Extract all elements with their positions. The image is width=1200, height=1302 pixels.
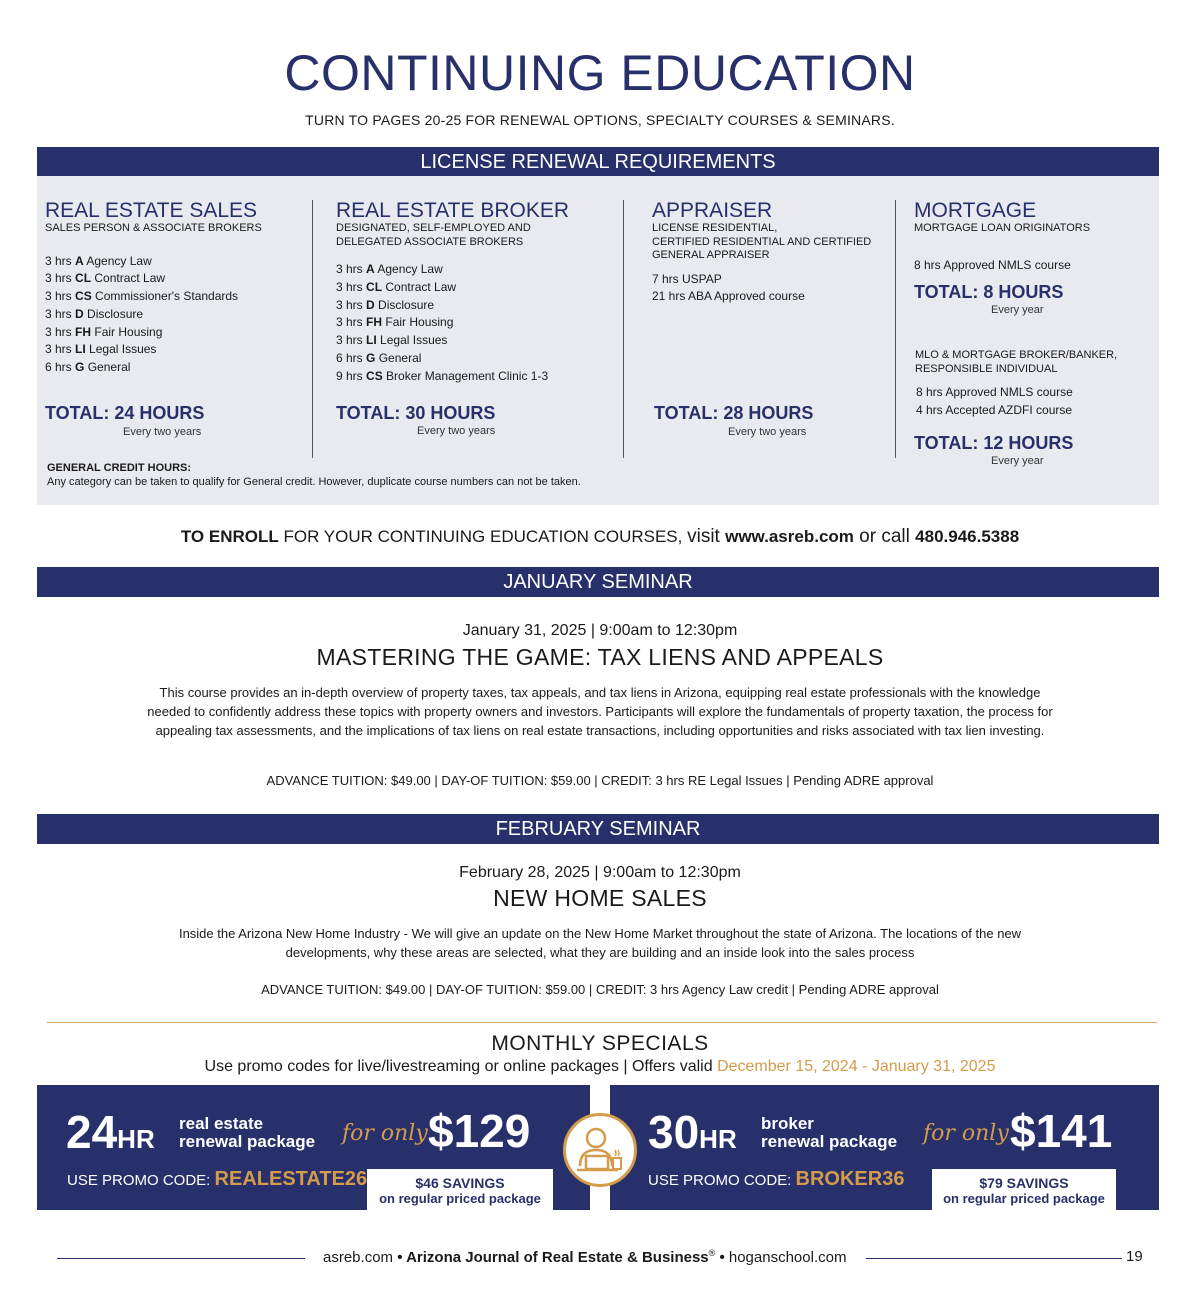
list-item: 6 hrs G General <box>45 360 131 375</box>
enroll-line: TO ENROLL FOR YOUR CONTINUING EDUCATION COURSES, visit www.asreb.com or call 480.946.5388 <box>180 526 1020 547</box>
broker-course-list <box>336 261 616 386</box>
mortgage-frequency-2: Every year <box>991 455 1044 467</box>
january-title: MASTERING THE GAME: TAX LIENS AND APPEALS <box>316 644 884 670</box>
savings-badge: $79 SAVINGS on regular priced package <box>932 1169 1116 1211</box>
specials-subtitle: Use promo codes for live/livestreaming or online packages | Offers valid December 15, 2024 - January 31, 2025 <box>204 1058 996 1075</box>
broker-subtitle-2: DELEGATED ASSOCIATE BROKERS <box>336 235 524 248</box>
list-item: 3 hrs CL Contract Law <box>45 271 166 286</box>
footer-hogan-link[interactable]: hoganschool.com <box>728 1249 847 1266</box>
column-divider <box>623 200 624 458</box>
list-item: 8 hrs Approved NMLS course <box>916 385 1073 399</box>
footer-rule <box>57 1258 305 1259</box>
sales-frequency: Every two years <box>123 426 202 438</box>
footer-rule <box>866 1258 1122 1259</box>
mortgage-subtitle-2: MLO & MORTGAGE BROKER/BANKER, RESPONSIBLE INDIVIDUAL <box>915 349 1118 375</box>
list-item: 3 hrs FH Fair Housing <box>336 315 454 330</box>
mortgage-course-list <box>916 383 1073 419</box>
for-only-label: for only <box>342 1121 428 1146</box>
page-title: CONTINUING EDUCATION <box>284 45 916 101</box>
broker-frequency: Every two years <box>417 425 496 437</box>
savings-badge: $46 SAVINGS on regular priced package <box>367 1169 553 1211</box>
column-divider <box>895 200 896 458</box>
january-date: January 31, 2025 | 9:00am to 12:30pm <box>462 622 738 639</box>
february-description: Inside the Arizona New Home Industry - We will give an update on the New Home Market throughout the state of Arizona. The locations of the new developments, why these areas are selected, what they are building and an inside look into the sales process <box>178 926 1022 960</box>
sales-subtitle: SALES PERSON & ASSOCIATE BROKERS <box>45 222 262 234</box>
broker-subtitle-1: DESIGNATED, SELF-EMPLOYED AND <box>336 222 531 234</box>
footer-journal: Arizona Journal of Real Estate & Business <box>406 1249 709 1266</box>
sales-total: TOTAL: 24 HOURS <box>45 403 205 423</box>
list-item: 21 hrs ABA Approved course <box>652 289 805 304</box>
for-only-label: for only <box>923 1121 1009 1146</box>
list-item: 4 hrs Accepted AZDFI course <box>916 403 1073 417</box>
specials-title: MONTHLY SPECIALS <box>491 1032 709 1055</box>
february-date: February 28, 2025 | 9:00am to 12:30pm <box>459 864 741 881</box>
appraiser-column <box>652 200 892 306</box>
list-item: 3 hrs D Disclosure <box>45 306 144 321</box>
list-item: 7 hrs USPAP <box>652 271 722 286</box>
appraiser-title: APPRAISER <box>652 199 773 222</box>
appraiser-subtitle-2: CERTIFIED RESIDENTIAL AND CERTIFIED <box>652 235 872 248</box>
sales-course-list <box>45 253 307 378</box>
appraiser-total: TOTAL: 28 HOURS <box>654 403 814 423</box>
general-credit-note: GENERAL CREDIT HOURS: Any category can be taken to qualify for General credit. However, duplicate course numbers can not be taken. <box>47 462 581 488</box>
mortgage-title: MORTGAGE <box>914 199 1037 222</box>
list-item: 3 hrs D Disclosure <box>336 297 435 312</box>
list-item: 3 hrs CS Commissioner's Standards <box>45 289 239 304</box>
list-item: 6 hrs G General <box>336 350 422 365</box>
list-item: 3 hrs FH Fair Housing <box>45 324 163 339</box>
enroll-phone[interactable]: 480.946.5388 <box>915 527 1020 546</box>
real-estate-package-card[interactable] <box>37 1085 590 1210</box>
column-divider <box>312 200 313 458</box>
february-tuition: ADVANCE TUITION: $49.00 | DAY-OF TUITION: $59.00 | CREDIT: 3 hrs Agency Law credit | Pending ADRE approval <box>261 982 939 997</box>
page-number: 19 <box>1126 1248 1143 1265</box>
mortgage-course-1: 8 hrs Approved NMLS course <box>914 258 1071 272</box>
broker-package-card[interactable] <box>610 1085 1159 1210</box>
list-item: 3 hrs CL Contract Law <box>336 279 457 294</box>
sales-title: REAL ESTATE SALES <box>45 199 258 222</box>
broker-total: TOTAL: 30 HOURS <box>336 403 496 423</box>
january-description: This course provides an in-depth overview of property taxes, tax appeals, and tax liens in Arizona, equipping real estate professionals with the knowledge needed to confidently address these topics with property owners and investors. Participants will explore the fundamentals of property taxation, the process for appealing tax assessments, and the implications of tax liens on real estate transactions, including opportunities and risks associated with tax lien investing. <box>147 685 1053 738</box>
page-subtitle: TURN TO PAGES 20-25 FOR RENEWAL OPTIONS, SPECIALTY COURSES & SEMINARS. <box>305 112 895 128</box>
online-learner-icon <box>563 1113 637 1187</box>
broker-title: REAL ESTATE BROKER <box>336 199 569 222</box>
package-hours: 30HR <box>648 1106 737 1158</box>
february-title: NEW HOME SALES <box>493 885 707 911</box>
footer-text: asreb.com • Arizona Journal of Real Estate & Business® • hoganschool.com <box>323 1248 847 1266</box>
package-name: real estate renewal package <box>179 1114 316 1151</box>
divider <box>47 1022 1157 1023</box>
package-price: $129 <box>428 1105 531 1157</box>
broker-column <box>336 200 616 386</box>
list-item: 9 hrs CS Broker Management Clinic 1-3 <box>336 368 549 383</box>
package-hours: 24HR <box>66 1106 155 1158</box>
mortgage-subtitle: MORTGAGE LOAN ORIGINATORS <box>914 222 1091 234</box>
list-item: 3 hrs A Agency Law <box>336 262 443 276</box>
person-laptop-icon <box>566 1116 634 1184</box>
mortgage-total-1: TOTAL: 8 HOURS <box>914 282 1064 302</box>
package-price: $141 <box>1010 1105 1113 1157</box>
january-seminar-bar: JANUARY SEMINAR <box>37 567 1159 597</box>
appraiser-subtitle-1: LICENSE RESIDENTIAL, <box>652 222 778 234</box>
february-seminar-bar: FEBRUARY SEMINAR <box>37 814 1159 844</box>
list-item: 3 hrs LI Legal Issues <box>45 342 157 357</box>
mortgage-column <box>914 200 1154 236</box>
license-renewal-panel <box>37 176 1159 505</box>
license-renewal-bar: LICENSE RENEWAL REQUIREMENTS <box>37 147 1159 177</box>
footer-asreb-link[interactable]: asreb.com <box>323 1249 394 1266</box>
enroll-website-link[interactable]: www.asreb.com <box>725 527 854 546</box>
appraiser-course-list <box>652 271 892 307</box>
sales-column <box>45 200 307 377</box>
mortgage-total-2: TOTAL: 12 HOURS <box>914 433 1074 453</box>
appraiser-subtitle-3: GENERAL APPRAISER <box>652 249 770 261</box>
package-name: broker renewal package <box>761 1114 898 1151</box>
list-item: 3 hrs LI Legal Issues <box>336 333 448 348</box>
list-item: 3 hrs A Agency Law <box>45 253 152 268</box>
appraiser-frequency: Every two years <box>728 426 807 438</box>
january-tuition: ADVANCE TUITION: $49.00 | DAY-OF TUITION: $59.00 | CREDIT: 3 hrs RE Legal Issues | Pending ADRE approval <box>266 773 934 788</box>
promo-code: USE PROMO CODE: REALESTATE26 <box>67 1168 368 1190</box>
promo-code: USE PROMO CODE: BROKER36 <box>648 1168 905 1190</box>
mortgage-frequency-1: Every year <box>991 304 1044 316</box>
